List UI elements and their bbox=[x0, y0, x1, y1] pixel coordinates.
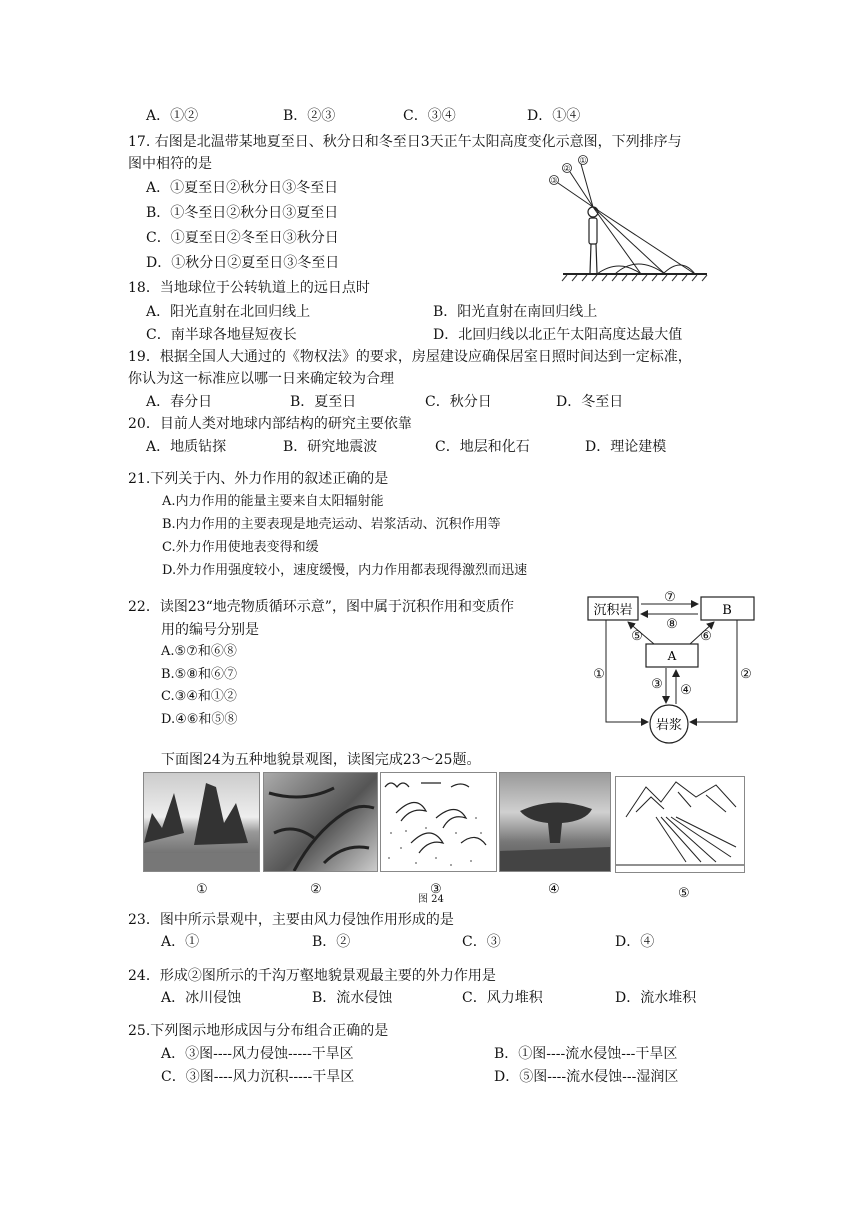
q21-option-b: B.内力作用的主要表现是地壳运动、岩浆活动、沉积作用等 bbox=[162, 517, 501, 532]
q19-stem-line2: 你认为这一标准应以哪一日来确定较为合理 bbox=[128, 371, 394, 387]
fig24-caption: 图 24 bbox=[418, 894, 444, 905]
q23-option-a: A．① bbox=[161, 934, 200, 950]
landscape-photo-1 bbox=[143, 772, 260, 872]
fig24-label-1: ① bbox=[196, 882, 208, 897]
process-4: ④ bbox=[680, 683, 692, 698]
rock-cycle-diagram bbox=[586, 590, 762, 745]
q19-option-b: B．夏至日 bbox=[290, 394, 357, 410]
q22-option-b: B.⑤⑧和⑥⑦ bbox=[161, 667, 237, 682]
q17-stem-line1: 17. 右图是北温带某地夏至日、秋分日和冬至日3天正午太阳高度变化示意图，下列排序与 bbox=[128, 134, 682, 150]
sun-angle-figure bbox=[545, 150, 715, 285]
fig-label-3: ③ bbox=[550, 176, 558, 185]
q19-option-d: D．冬至日 bbox=[556, 394, 624, 410]
q20-option-c: C．地层和化石 bbox=[435, 439, 530, 455]
q22-stem-line1: 22．读图23“地壳物质循环示意”，图中属于沉积作用和变质作 bbox=[128, 599, 514, 615]
q25-option-d: D．⑤图----流水侵蚀---湿润区 bbox=[494, 1069, 679, 1085]
q22-option-c: C.③④和①② bbox=[161, 689, 237, 704]
q24-stem: 24．形成②图所示的千沟万壑地貌景观最主要的外力作用是 bbox=[128, 968, 496, 984]
sedimentary-rock-label: 沉积岩 bbox=[593, 603, 633, 618]
q16-option-c: C．③④ bbox=[403, 108, 456, 124]
q21-option-c: C.外力作用使地表变得和缓 bbox=[162, 540, 319, 555]
q18-stem: 18．当地球位于公转轨道上的远日点时 bbox=[128, 280, 370, 296]
rock-b-label: B bbox=[722, 603, 732, 618]
q18-option-b: B．阳光直射在南回归线上 bbox=[433, 304, 598, 320]
process-7: ⑦ bbox=[664, 590, 676, 605]
q25-option-a: A．③图----风力侵蚀-----干旱区 bbox=[161, 1046, 354, 1062]
landscape-photo-2 bbox=[263, 772, 378, 872]
q24-option-d: D．流水堆积 bbox=[615, 990, 697, 1006]
q17-option-b: B．①冬至日②秋分日③夏至日 bbox=[146, 205, 339, 221]
q18-option-a: A．阳光直射在北回归线上 bbox=[146, 304, 311, 320]
person-icon bbox=[588, 207, 598, 273]
landscape-drawing-3 bbox=[380, 772, 497, 872]
rock-a-label: A bbox=[667, 649, 677, 663]
q20-stem: 20．目前人类对地球内部结构的研究主要依靠 bbox=[128, 416, 412, 432]
fig24-label-5: ⑤ bbox=[678, 886, 690, 901]
q24-option-a: A．冰川侵蚀 bbox=[161, 990, 242, 1006]
q22-stem-line2: 用的编号分别是 bbox=[161, 622, 259, 638]
fig24-label-3: ③ bbox=[430, 882, 442, 897]
q21-option-a: A.内力作用的能量主要来自太阳辐射能 bbox=[162, 494, 384, 509]
q18-option-c: C．南半球各地昼短夜长 bbox=[146, 327, 297, 343]
q24-option-c: C．风力堆积 bbox=[462, 990, 543, 1006]
q21-option-d: D.外力作用强度较小，速度缓慢，内力作用都表现得激烈而迅速 bbox=[162, 563, 528, 578]
q17-option-c: C．①夏至日②冬至日③秋分日 bbox=[146, 230, 339, 246]
q23-option-d: D．④ bbox=[615, 934, 655, 950]
q21-stem: 21.下列关于内、外力作用的叙述正确的是 bbox=[128, 471, 389, 487]
q17-stem-line2: 图中相符的是 bbox=[128, 156, 212, 172]
q18-option-d: D．北回归线以北正午太阳高度达最大值 bbox=[433, 327, 683, 343]
process-8: ⑧ bbox=[666, 617, 678, 632]
fig-label-2: ② bbox=[563, 164, 571, 173]
q20-option-a: A．地质钻探 bbox=[146, 439, 227, 455]
q25-stem: 25.下列图示地形成因与分布组合正确的是 bbox=[128, 1023, 389, 1039]
q20-option-d: D．理论建模 bbox=[585, 439, 667, 455]
landscape-photo-4 bbox=[499, 772, 611, 872]
q22-option-a: A.⑤⑦和⑥⑧ bbox=[161, 644, 237, 659]
process-2: ② bbox=[740, 667, 752, 682]
fig24-label-2: ② bbox=[310, 882, 322, 897]
q17-option-a: A．①夏至日②秋分日③冬至日 bbox=[146, 180, 339, 196]
q22-option-d: D.④⑥和⑤⑧ bbox=[161, 712, 238, 727]
q24-option-b: B．流水侵蚀 bbox=[312, 990, 393, 1006]
q17-option-d: D．①秋分日②夏至日③冬至日 bbox=[146, 255, 340, 271]
process-1: ① bbox=[593, 667, 605, 682]
q19-option-a: A．春分日 bbox=[146, 394, 213, 410]
q20-option-b: B．研究地震波 bbox=[283, 439, 378, 455]
process-6: ⑥ bbox=[700, 629, 712, 644]
q23-option-b: B．② bbox=[312, 934, 351, 950]
q25-option-c: C．③图----风力沉积-----干旱区 bbox=[161, 1069, 355, 1085]
magma-label: 岩浆 bbox=[655, 718, 683, 733]
q23-stem: 23．图中所示景观中，主要由风力侵蚀作用形成的是 bbox=[128, 912, 454, 928]
q16-option-d: D．①④ bbox=[527, 108, 581, 124]
landscape-drawing-5 bbox=[615, 776, 745, 873]
q16-option-b: B．②③ bbox=[283, 108, 336, 124]
process-3: ③ bbox=[651, 677, 663, 692]
q19-option-c: C．秋分日 bbox=[425, 394, 492, 410]
q19-stem-line1: 19．根据全国人大通过的《物权法》的要求，房屋建设应确保居室日照时间达到一定标准， bbox=[128, 349, 692, 365]
fig24-label-4: ④ bbox=[548, 882, 560, 897]
q25-option-b: B．①图----流水侵蚀---干旱区 bbox=[494, 1046, 678, 1062]
section-intro: 下面图24为五种地貌景观图，读图完成23～25题。 bbox=[161, 752, 481, 768]
process-5: ⑤ bbox=[631, 629, 643, 644]
q16-option-a: A．①② bbox=[146, 108, 199, 124]
q23-option-c: C．③ bbox=[462, 934, 501, 950]
fig-label-1: ① bbox=[579, 156, 587, 165]
